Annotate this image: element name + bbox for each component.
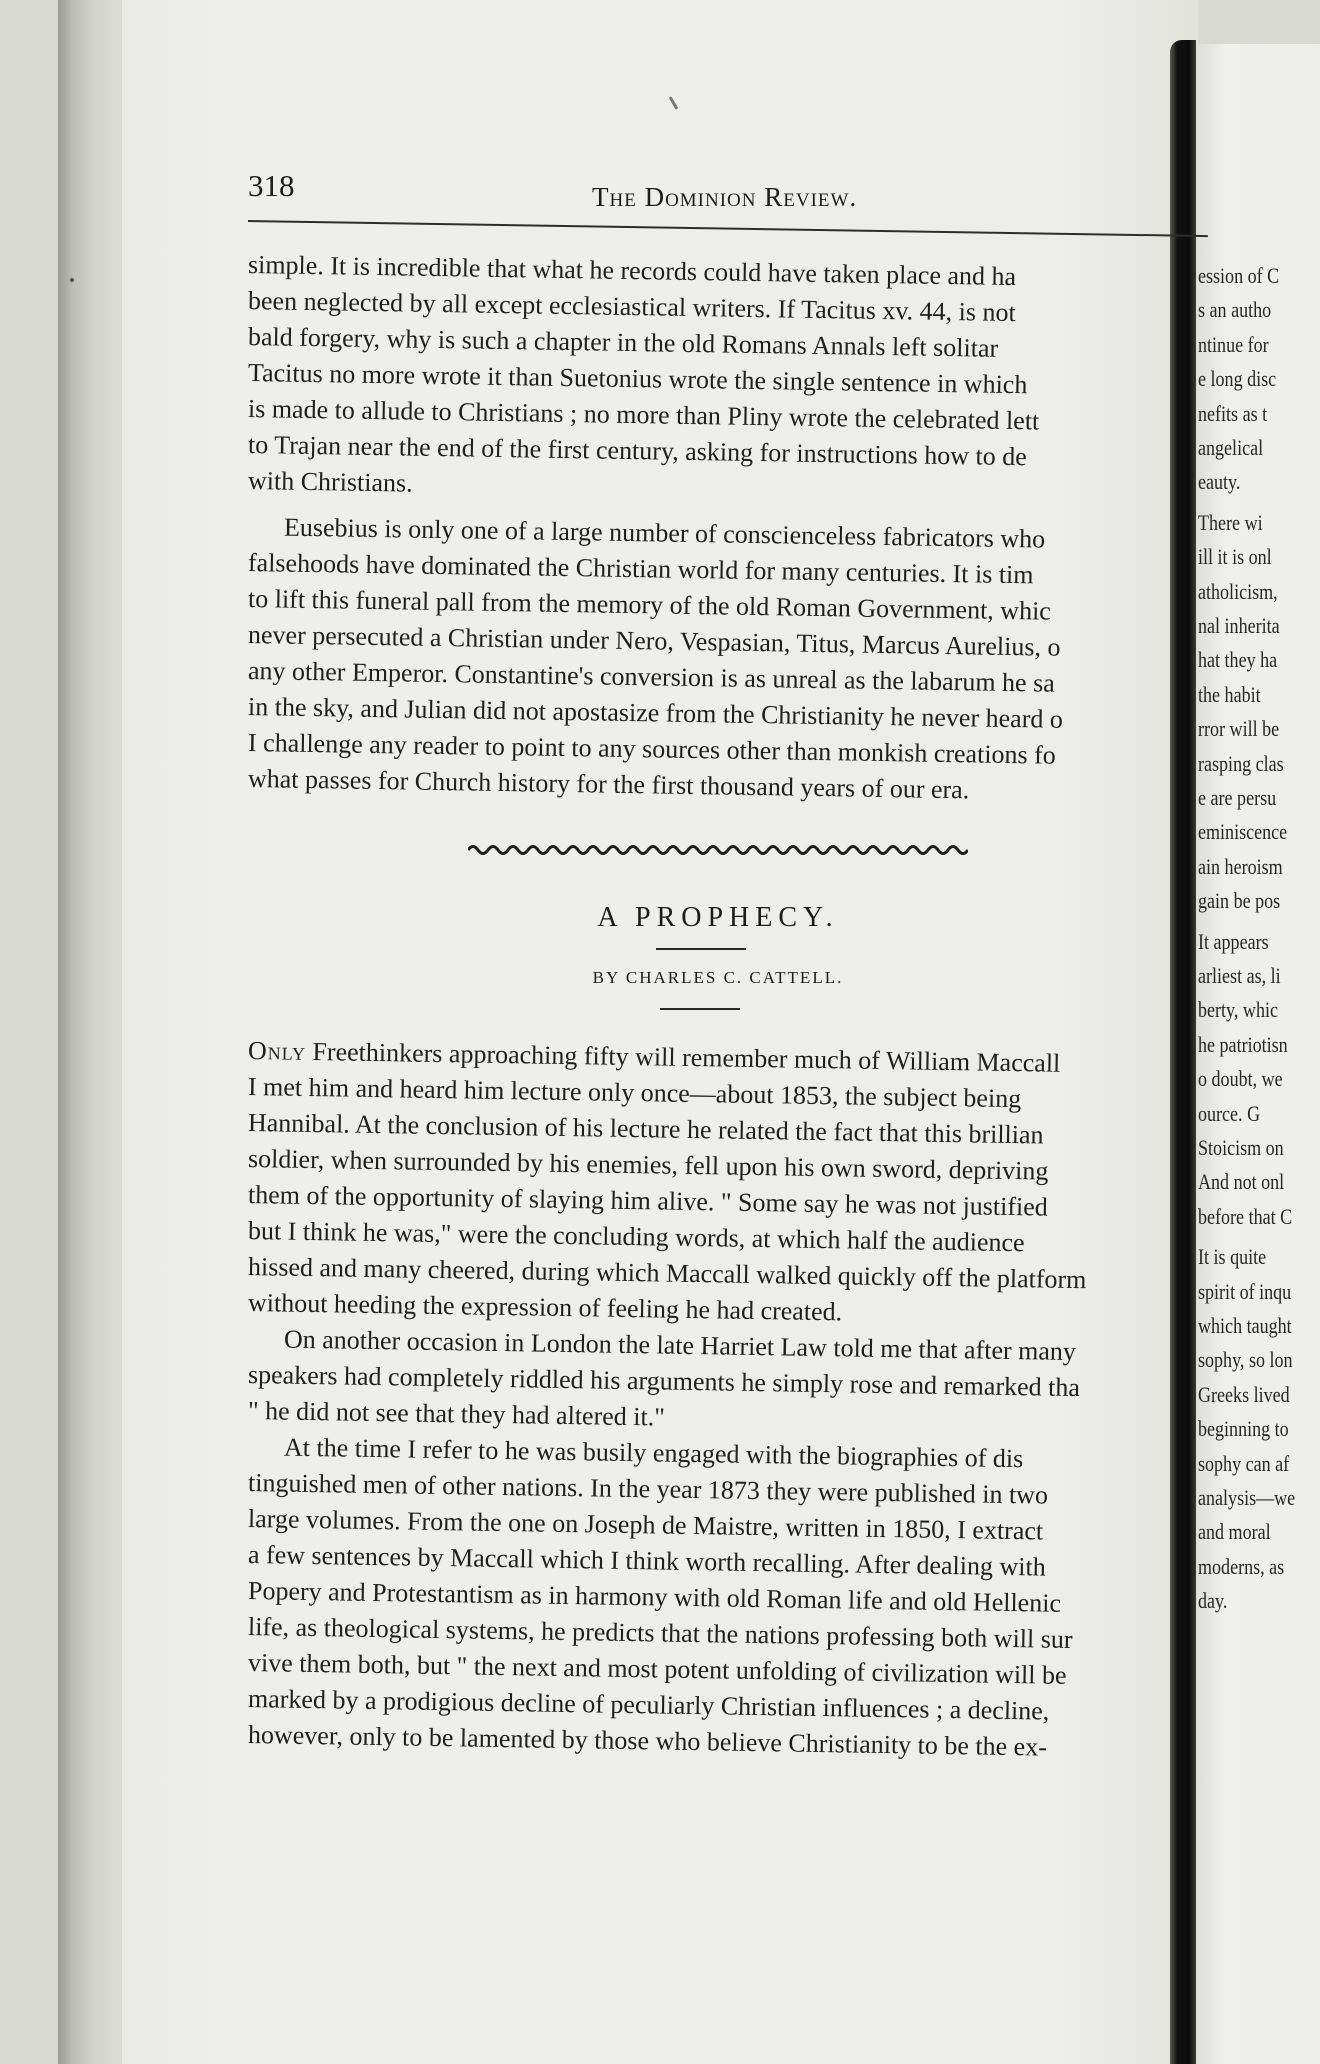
drop-word: Only [247, 1036, 307, 1066]
facing-page-line: ntinue for [1198, 331, 1269, 357]
continuation-line: falsehoods have dominated the Christian world for many centuries. It is tim [247, 548, 1034, 590]
article-line: without heeding the expression of feeling he had created. [247, 1288, 843, 1327]
article-line: At the time I refer to he was busily engaged with the biographies of dis [283, 1432, 1024, 1474]
facing-page-line: and moral [1198, 1519, 1271, 1545]
facing-page-line: ill it is onl [1198, 544, 1272, 570]
page-left-edge [58, 0, 122, 2064]
article-line: tinguished men of other nations. In the year 1873 they were published in two [247, 1468, 1049, 1510]
facing-page-line: day. [1198, 1588, 1228, 1614]
facing-page-line: beginning to [1198, 1416, 1289, 1442]
facing-page-line: moderns, as [1198, 1553, 1285, 1579]
article-line: vive them both, but " the next and most potent unfolding of civilization will be [247, 1648, 1067, 1690]
continuation-line: bald forgery, why is such a chapter in the old Romans Annals left solitar [247, 322, 999, 363]
book-binding-gutter [1170, 40, 1196, 2064]
facing-page-line: hat they ha [1198, 647, 1278, 673]
line-text: Freethinkers approaching fifty will remember much of William Maccall [305, 1036, 1061, 1078]
article-line: life, as theological systems, he predicts that the nations professing both will sur [247, 1612, 1073, 1654]
facing-page-line: nefits as t [1198, 400, 1268, 426]
continuation-line: what passes for Church history for the first thousand years of our era. [247, 764, 970, 805]
facing-page-line: gain be pos [1198, 888, 1281, 914]
facing-page-line: he patriotisn [1198, 1031, 1288, 1057]
facing-page-line: ession of C [1198, 263, 1280, 288]
article-line: " he did not see that they had altered it." [247, 1396, 666, 1432]
facing-page-line: which taught [1198, 1313, 1292, 1338]
byline: BY CHARLES C. CATTELL. [592, 968, 844, 987]
facing-page-line: Stoicism on [1198, 1135, 1284, 1160]
facing-page-line: And not onl [1198, 1169, 1285, 1195]
article-line: them of the opportunity of slaying him alive. " Some say he was not justified [247, 1180, 1049, 1222]
article-title: A PROPHECY. [597, 902, 839, 933]
facing-page-line: ource. G [1198, 1100, 1261, 1126]
facing-page-line: eauty. [1198, 469, 1241, 495]
continuation-line: is made to allude to Christians ; no more than Pliny wrote the celebrated lett [247, 394, 1040, 436]
page-header [248, 148, 1178, 228]
facing-page-line: before that C [1198, 1203, 1293, 1229]
running-title: The Dominion Review. [592, 182, 858, 212]
continuation-line: to Trajan near the end of the first century, asking for instructions how to de [247, 430, 1028, 472]
facing-page-line: rasping clas [1198, 750, 1284, 776]
article-line: On another occasion in London the late Harriet Law told me that after many [283, 1324, 1077, 1367]
continuation-line: never persecuted a Christian under Nero, Vespasian, Titus, Marcus Aurelius, o [247, 620, 1061, 662]
article-line: but I think he was," were the concluding words, at which half the audience [247, 1216, 1025, 1258]
title-rule [656, 948, 746, 950]
page-content [247, 148, 1178, 1762]
facing-page-line: Greeks lived [1198, 1381, 1290, 1407]
byline-rule [660, 1008, 740, 1010]
article-line: hissed and many cheered, during which Maccall walked quickly off the platform [247, 1252, 1087, 1295]
facing-page [1196, 44, 1320, 2064]
facing-page-line: spirit of inqu [1198, 1278, 1292, 1304]
page-number: 318 [248, 168, 295, 203]
continuation-line: Tacitus no more wrote it than Suetonius wrote the single sentence in which [247, 358, 1028, 400]
facing-page-line: angelical [1198, 435, 1264, 460]
wavy-separator [468, 838, 968, 862]
facing-page-line: ain heroism [1198, 853, 1283, 879]
facing-page-line: berty, whic [1198, 997, 1278, 1023]
continuation-line: I challenge any reader to point to any sources other than monkish creations fo [247, 728, 1057, 770]
article-line: Popery and Protestantism as in harmony with old Roman life and old Hellenic [247, 1576, 1062, 1618]
facing-page-line: rror will be [1198, 716, 1280, 742]
continuation-line: been neglected by all except ecclesiastical writers. If Tacitus xv. 44, is not [247, 286, 1016, 328]
facing-page-line: e are persu [1198, 785, 1277, 810]
continuation-line: to lift this funeral pall from the memory of the old Roman Government, whic [247, 584, 1052, 626]
facing-page-line: o doubt, we [1198, 1066, 1283, 1092]
facing-page-line: There wi [1198, 509, 1263, 535]
article-line: Hannibal. At the conclusion of his lecture he related the fact that this brillian [247, 1108, 1044, 1150]
facing-page-line: nal inherita [1198, 613, 1280, 638]
article-line: I met him and heard him lecture only once—about 1853, the subject being [247, 1072, 1022, 1114]
facing-page-line: It is quite [1198, 1244, 1267, 1270]
article-line: a few sentences by Maccall which I think worth recalling. After dealing with [247, 1540, 1046, 1582]
facing-page-line: the habit [1198, 681, 1261, 707]
continuation-line: with Christians. [247, 466, 413, 498]
facing-page-line: sophy can af [1198, 1450, 1290, 1476]
facing-page-line: s an autho [1198, 297, 1272, 323]
article-line: however, only to be lamented by those who believe Christianity to be the ex- [247, 1720, 1048, 1762]
article-line: soldier, when surrounded by his enemies, fell upon his own sword, depriving [247, 1144, 1049, 1186]
article-line: marked by a prodigious decline of peculiarly Christian influences ; a decline, [247, 1684, 1050, 1726]
paper-speck [70, 278, 74, 282]
continuation-line: simple. It is incredible that what he records could have taken place and ha [247, 250, 1017, 292]
facing-page-line: analysis—we [1198, 1485, 1296, 1510]
facing-page-line: arliest as, li [1198, 963, 1281, 988]
article-line: speakers had completely riddled his arguments he simply rose and remarked tha [247, 1360, 1081, 1403]
facing-page-line: eminiscence [1198, 819, 1288, 845]
wavy-line [468, 847, 968, 854]
facing-page-line: It appears [1198, 928, 1269, 954]
facing-page-line: e long disc [1198, 366, 1277, 392]
continuation-line: in the sky, and Julian did not apostasize from the Christianity he never heard o [247, 692, 1064, 734]
continuation-line: any other Emperor. Constantine's conversion is as unreal as the labarum he sa [247, 656, 1055, 698]
continuation-line: Eusebius is only one of a large number of conscienceless fabricators who [283, 512, 1046, 554]
facing-page-line: sophy, so lon [1198, 1347, 1293, 1373]
article-line: large volumes. From the one on Joseph de Maistre, written in 1850, I extract [247, 1504, 1044, 1546]
facing-page-line: atholicism, [1198, 578, 1278, 604]
